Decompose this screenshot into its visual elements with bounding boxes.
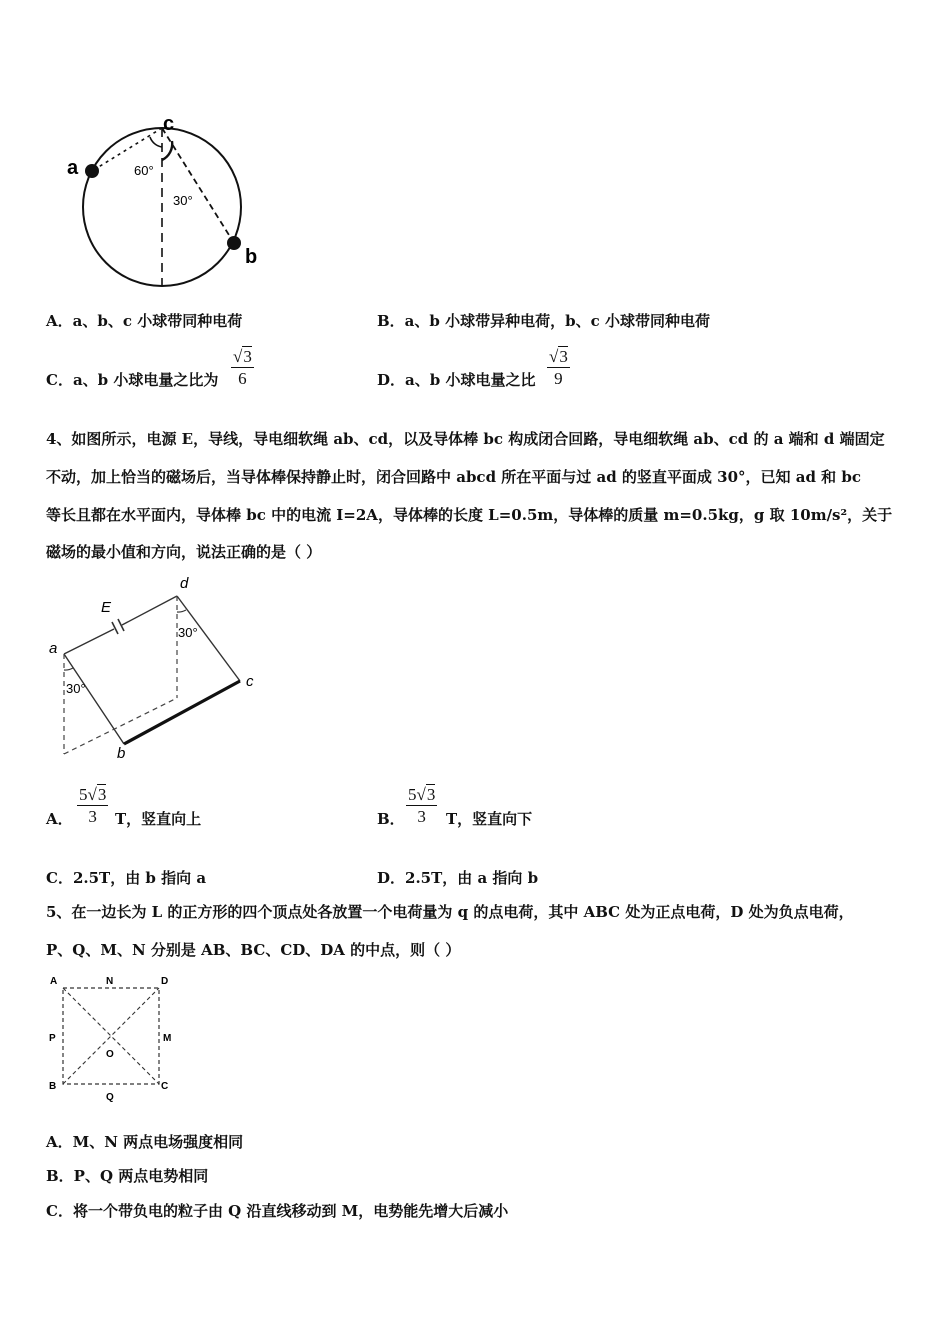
q3-option-d-fraction: $\frac{√3}{9}$ — [549, 347, 568, 388]
q4-label-d: d — [180, 575, 189, 592]
q3-angle-arc-30 — [162, 141, 172, 160]
q4-angle-right-label: 30° — [178, 625, 198, 640]
q4-label-a: a — [49, 640, 58, 657]
q4-label-b: b — [117, 745, 126, 762]
q3-angle-30-label: 30° — [173, 193, 193, 208]
q4-stem-line-4: 磁场的最小值和方向，说法正确的是（ ） — [46, 543, 322, 561]
q4-option-b-denominator: 3 — [417, 807, 426, 826]
q3-option-a[interactable]: A．a、b、c 小球带同种电荷 — [46, 312, 243, 330]
q4-battery-plate-1 — [112, 622, 118, 634]
q4-rope-ab — [64, 654, 124, 744]
q5-label-a: A — [50, 976, 58, 987]
q3-label-a: a — [67, 157, 79, 179]
q4-option-a-text: T，竖直向上 — [115, 810, 202, 828]
q3-ball-b — [227, 236, 241, 250]
q5-label-m: M — [163, 1033, 172, 1044]
q4-option-a-denominator: 3 — [88, 807, 97, 826]
q4-option-a-coefficient: 5 — [79, 785, 88, 804]
q4-stem-line-1: 4、如图所示，电源 E，导线，导电细软绳 ab、cd，以及导体棒 bc 构成闭合回路，导电细软绳 ab、cd 的 a 端和 d 端固定 — [46, 430, 885, 448]
q5-option-a[interactable]: A．M、N 两点电场强度相同 — [46, 1133, 244, 1151]
q5-label-q: Q — [106, 1092, 114, 1103]
q4-option-a-fraction: $\frac{5√3}{3}$ — [79, 785, 107, 826]
q4-wire-a-to-e — [64, 629, 114, 654]
q5-label-b: B — [49, 1081, 57, 1092]
q4-option-a[interactable]: A． — [46, 810, 73, 828]
q3-label-b: b — [245, 246, 258, 268]
q3-option-c-fraction: $\frac{√3}{6}$ — [233, 347, 252, 388]
q5-option-c[interactable]: C．将一个带负电的粒子由 Q 沿直线移动到 M，电势能先增大后减小 — [46, 1202, 509, 1220]
q3-label-c: c — [163, 113, 175, 135]
q4-label-e: E — [101, 599, 112, 616]
q4-circuit-figure — [44, 572, 274, 762]
q4-option-b-coefficient: 5 — [408, 785, 417, 804]
q4-option-b[interactable]: B． — [377, 810, 405, 828]
q4-wire-e-to-d — [122, 596, 177, 625]
q3-option-d-denominator: 9 — [554, 369, 563, 388]
q4-rod-bc — [124, 681, 240, 744]
q4-option-b-fraction: $\frac{5√3}{3}$ — [408, 785, 436, 826]
q3-option-d-radicand: 3 — [559, 347, 568, 366]
q5-label-c: C — [161, 1081, 169, 1092]
q3-option-d[interactable]: D．a、b 小球电量之比 — [377, 371, 536, 389]
q4-stem-line-2: 不动，加上恰当的磁场后，当导体棒保持静止时，闭合回路中 abcd 所在平面与过 ad 的竖直平面成 30°，已知 ad 和 bc — [46, 468, 862, 486]
q3-option-c-radicand: 3 — [243, 347, 252, 366]
q5-option-b[interactable]: B．P、Q 两点电势相同 — [46, 1167, 209, 1185]
q4-option-a-radicand: 3 — [97, 785, 107, 804]
q4-option-c[interactable]: C．2.5T，由 b 指向 a — [46, 869, 207, 887]
q5-label-o: O — [106, 1049, 114, 1060]
q4-label-c: c — [246, 673, 254, 690]
q4-angle-left-label: 30° — [66, 681, 86, 696]
q4-option-d[interactable]: D．2.5T，由 a 指向 b — [377, 869, 539, 887]
q4-angle-arc-a — [64, 668, 73, 670]
q5-stem-line-1: 5、在一边长为 L 的正方形的四个顶点处各放置一个电荷量为 q 的点电荷，其中 ABC 处为正点电荷，D 处为负点电荷， — [46, 903, 854, 921]
q5-square-figure — [44, 970, 184, 1108]
q4-angle-arc-d — [177, 610, 186, 612]
q3-circle-figure — [60, 110, 270, 295]
q3-ball-a — [85, 164, 99, 178]
q5-label-n: N — [106, 976, 114, 987]
q3-option-c-denominator: 6 — [238, 369, 247, 388]
q5-label-d: D — [161, 976, 169, 987]
q4-option-b-text: T，竖直向下 — [446, 810, 533, 828]
q5-label-p: P — [49, 1033, 56, 1044]
q3-angle-60-label: 60° — [134, 163, 154, 178]
q3-option-c[interactable]: C．a、b 小球电量之比为 — [46, 371, 219, 389]
q4-stem-line-3: 等长且都在水平面内，导体棒 bc 中的电流 I=2A，导体棒的长度 L=0.5m，导体棒的质量 m=0.5kg，g 取 10m/s²，关于 — [46, 506, 893, 524]
q3-option-b[interactable]: B．a、b 小球带异种电荷，b、c 小球带同种电荷 — [377, 312, 710, 330]
q5-stem-line-2: P、Q、M、N 分别是 AB、BC、CD、DA 的中点，则（ ） — [46, 941, 461, 959]
q4-option-b-radicand: 3 — [426, 785, 436, 804]
q3-angle-arc-60 — [150, 137, 162, 147]
